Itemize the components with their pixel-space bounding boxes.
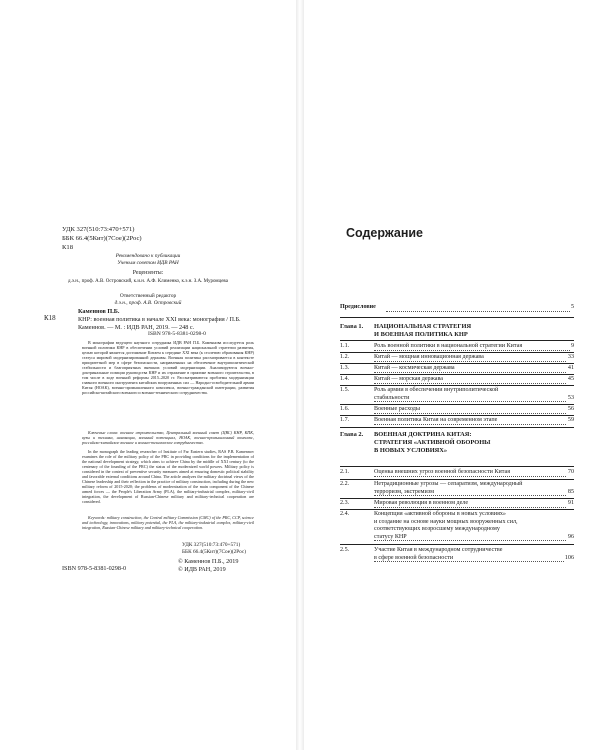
section-title-line: Участие Китая в международном сотрудничестве (374, 547, 503, 553)
toc-rule (340, 509, 574, 510)
copyright-line: © Каменнов П.Б., 2019 (178, 558, 239, 565)
section-title: Китай — мощная инновационная держава (374, 354, 484, 360)
section-number: 2.1. (340, 469, 350, 475)
abstract-english: In the monograph the leading researcher of Institute of Far Eastern studies, RAS P.B. Kamennov examines the role of the military policy of the PRC in providing conditions for the implementation of the national development strategy, which aims to achieve China by the middle of XXI century (to the centenary of the founding of the PRC) the status of the modernized world powers. Military policy is considered in the context of preventive security measures aimed at ensuring domestic political stability and favorable external conditions around China. The article analyzes the military doctrinal views of the Chinese leadership and their reflection in the practice of military construction, including during the new military reform of 2015-2020; the problems of modernization of the main component of the Chinese armed forces — the People's Liberation Army (PLA), the military-industrial complex, military-civil integration, the development of Russian-Chinese military and military-technical cooperation are considered. (82, 449, 254, 505)
section-title: Мировая революция в военном деле (374, 500, 469, 506)
section-page: 59 (567, 417, 574, 423)
toc-rule (340, 385, 574, 386)
section-title-line: стабильности (374, 394, 410, 401)
toc-rule (340, 427, 574, 428)
section-page: 56 (567, 406, 574, 412)
section-number: 2.2. (340, 481, 350, 487)
section-page: 41 (567, 365, 574, 371)
section-page: 96 (567, 533, 574, 540)
chapter-title-line: СТРАТЕГИЯ «АКТИВНОЙ ОБОРОНЫ (374, 438, 491, 446)
section-page: 9 (570, 343, 574, 349)
chapter-title-line: НАЦИОНАЛЬНАЯ СТРАТЕГИЯ (374, 323, 472, 330)
section-number: 2.4. (340, 511, 350, 517)
chapter-title-line: И ВОЕННАЯ ПОЛИТИКА КНР (374, 330, 468, 338)
section-title-line: в сфере военной безопасности (374, 554, 454, 561)
abstract-russian: В монографии ведущего научного сотрудника ИДВ РАН П.Б. Каменнова исследуется роль военной политики КНР в обеспечении условий реализации национальной стратегии развития, целью которой является достижение Китаем к середине XXI века (к столетию образования КНР) статуса мировой модернизированной державы. Военная политика рассматривается в контексте приоритетной мер в сфере безопасности, направленных на обеспечение внутриполитической стабильности и благоприятных внешних условий модернизации. Анализируются военно-доктринальные позиции руководства КНР и их отражение в практике военного строительства, в том числе в ходе военной реформы 2015–2020 гг. Рассматриваются проблемы модернизации главного военного инструмента китайских вооруженных сил — Народно-освободительной армии Китая (НОАК), военно-промышленного комплекса, военно-гражданской интеграции, развития российско-китайского военного и военно-технического сотрудничества. (82, 340, 254, 396)
section-number: 1.3. (340, 365, 350, 371)
section-number: 1.7. (340, 417, 350, 423)
recommendation-line: Ученым советом ИДВ РАН (117, 260, 179, 267)
reviewers-title: Рецензенты: (132, 270, 164, 276)
editor-line: д.э.н., проф. А.В. Островский (114, 300, 182, 307)
section-title-line: Концепция «активной обороны в новых условиях» (374, 511, 506, 517)
section-title-line: соответствующих возросшему международному (374, 526, 500, 533)
section-title: Китай — морская держава (374, 376, 443, 382)
section-title-line: и создание на основе науки мощных вооруженных сил, (374, 518, 518, 525)
isbn-line: ISBN 978-5-8381-0298-0 (148, 331, 206, 337)
toc-rule (340, 466, 574, 467)
isbn-bottom: ISBN 978-5-8381-0298-0 (62, 565, 127, 572)
author-sign: К18 (62, 243, 73, 251)
section-title-line: Нетрадиционные угрозы — сепаратизм, международный (374, 481, 523, 487)
section-page: 70 (567, 469, 574, 475)
toc-rule (340, 404, 574, 405)
toc-rule (340, 479, 574, 480)
toc-rule (340, 317, 574, 318)
editor-note (0, 293, 296, 307)
chapter-title-line: ВОЕННАЯ ДОКТРИНА КИТАЯ: (374, 431, 472, 438)
recommendation-note (0, 253, 296, 267)
section-number: 1.5. (340, 387, 350, 393)
reviewers-list: д.э.н., проф. А.В. Островский, к.и.н. А.Ф. Клименко, к.э.н. З.А. Муромцева (68, 279, 228, 284)
toc-rule (340, 352, 574, 353)
section-number: 1.1. (340, 343, 350, 349)
section-number: 1.4. (340, 376, 350, 382)
keywords-russian: Ключевые слова: военное строительство, Центральный военный совет (ЦВС) КНР, КПК, вузы и техника, инновации, военный потенциал, НОАК, военно-промышленный комплекс, российско-китайское военное и военно-техническое сотрудничество. (82, 430, 254, 446)
toc-rule (340, 498, 574, 499)
bbk-code: ББК 66.4(5Кит)(7Сое)(2Рос) (182, 549, 246, 555)
imprint-page (0, 0, 296, 750)
classification-codes-bottom (182, 542, 246, 556)
section-title: Китай — космическая держава (374, 365, 455, 371)
chapter-label: Глава 2. (340, 431, 364, 438)
section-title: Военная политика Китая на современном этапе (374, 417, 498, 423)
section-page: 106 (564, 554, 574, 561)
section-number: 1.6. (340, 406, 350, 412)
chapter-title-line: В НОВЫХ УСЛОВИЯХ» (374, 446, 448, 454)
udk-code: УДК 327(510:73:470+571) (62, 226, 135, 233)
section-page: 33 (567, 354, 574, 360)
section-number: 1.2. (340, 354, 350, 360)
editor-line: Ответственный редактор (119, 293, 177, 299)
section-page: 45 (567, 376, 574, 382)
section-page: 91 (567, 500, 574, 506)
citation-text: КНР: военная политика в начале XXI века: монография / П.Б. Каменнов. — М. : ИДВ РАН, 2019. — 248 с. (78, 316, 241, 332)
section-title: Военные расходы (374, 406, 420, 412)
section-title: Оценка внешних угроз военной безопасности Китая (374, 469, 511, 475)
classification-codes (62, 226, 142, 243)
toc-rule (340, 544, 574, 545)
section-title-line: статусу КНР (374, 533, 407, 540)
toc-entry-preface[interactable] (340, 304, 574, 312)
section-title-line: терроризм, экстремизм (374, 488, 434, 495)
section-page: 85 (567, 488, 574, 495)
preface-title: Предисловие (340, 304, 376, 310)
chapter-label: Глава 1. (340, 323, 364, 330)
toc-rule (340, 415, 574, 416)
author-sign-margin: К18 (44, 314, 56, 322)
copyright-block (178, 558, 238, 574)
preface-page: 5 (570, 304, 574, 310)
section-title-line: Роль армии в обеспечении внутриполитической (374, 387, 499, 393)
book-gutter (296, 0, 304, 750)
toc-rule (340, 340, 574, 341)
section-page: 53 (567, 394, 574, 401)
toc-rule (340, 374, 574, 375)
toc-rule (340, 363, 574, 364)
author-name: Каменнов П.Б. (78, 308, 120, 315)
udk-code: УДК 327(510:73:470+571) (182, 542, 241, 548)
copyright-line: © ИДВ РАН, 2019 (178, 566, 226, 573)
recommendation-line: Рекомендовано к публикации (115, 253, 181, 259)
contents-page (304, 0, 600, 750)
keywords-english: Keywords: military construction, the Central military Commission (CMC) of the PRC, CCP, science and technology, innovations, military potential, the PLA, the military-industrial complex, military-civil integration, Russian-Chinese military and military-technical cooperation. (82, 515, 254, 531)
section-number: 2.3. (340, 500, 350, 506)
bbk-code: ББК 66.4(5Кит)(7Сое)(2Рос) (62, 234, 142, 242)
contents-heading: Содержание (346, 226, 424, 240)
section-title: Роль военной политики в национальной стратегии Китая (374, 343, 523, 349)
section-number: 2.5. (340, 547, 350, 553)
